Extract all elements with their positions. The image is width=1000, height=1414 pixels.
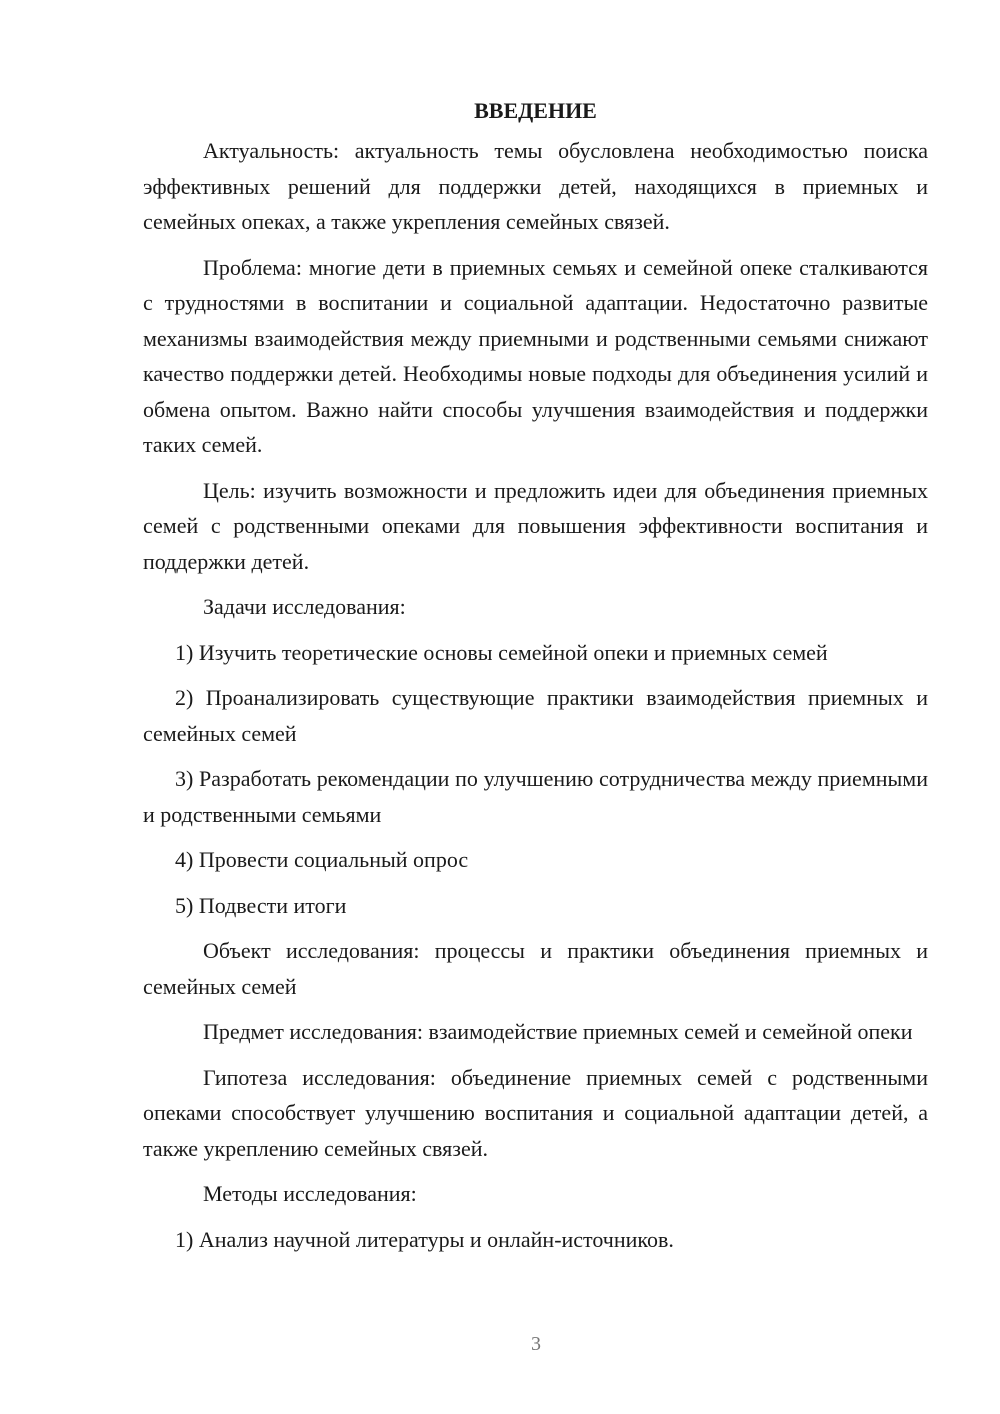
task-item: 2) Проанализировать существующие практики взаимодействия приемных и семейных семей <box>143 685 928 746</box>
document-page <box>143 95 928 1267</box>
tasks-title: Задачи исследования: <box>203 594 406 619</box>
method-item: 1) Анализ научной литературы и онлайн-источников. <box>175 1226 674 1252</box>
task-item: 4) Провести социальный опрос <box>175 847 469 872</box>
paragraph-subject: Предмет исследования: взаимодействие приемных семей и семейной опеки <box>203 1019 913 1044</box>
methods-title: Методы исследования: <box>203 1181 417 1206</box>
paragraph-relevance: Актуальность: актуальность темы обусловлена необходимостью поиска эффективных решений для поддержки детей, находящихся в приемных и семейных опеках, а также укрепления семейных связей. <box>143 138 928 234</box>
task-item: 3) Разработать рекомендации по улучшению сотрудничества между приемными и родственными семьями <box>143 766 928 827</box>
task-item: 5) Подвести итоги <box>175 892 347 918</box>
paragraph-goal: Цель: изучить возможности и предложить идеи для объединения приемных семей с родственными опеками для повышения эффективности воспитания и поддержки детей. <box>143 477 928 574</box>
section-heading: ВВЕДЕНИЕ <box>474 98 597 123</box>
task-item: 1) Изучить теоретические основы семейной опеки и приемных семей <box>175 639 828 665</box>
paragraph-object: Объект исследования: процессы и практики объединения приемных и семейных семей <box>143 938 928 999</box>
paragraph-problem: Проблема: многие дети в приемных семьях и семейной опеке сталкиваются с трудностями в воспитании и социальной адаптации. Недостаточно развитые механизмы взаимодействия между приемными и родственными семьями снижают качество поддержки детей. Необходимы новые подходы для объединения усилий и обмена опытом. Важно найти способы улучшения взаимодействия и поддержки таких семей. <box>143 254 928 457</box>
paragraph-hypothesis: Гипотеза исследования: объединение приемных семей с родственными опеками способствует улучшению воспитания и социальной адаптации детей, а также укреплению семейных связей. <box>143 1064 928 1161</box>
page-number: 3 <box>531 1333 541 1355</box>
